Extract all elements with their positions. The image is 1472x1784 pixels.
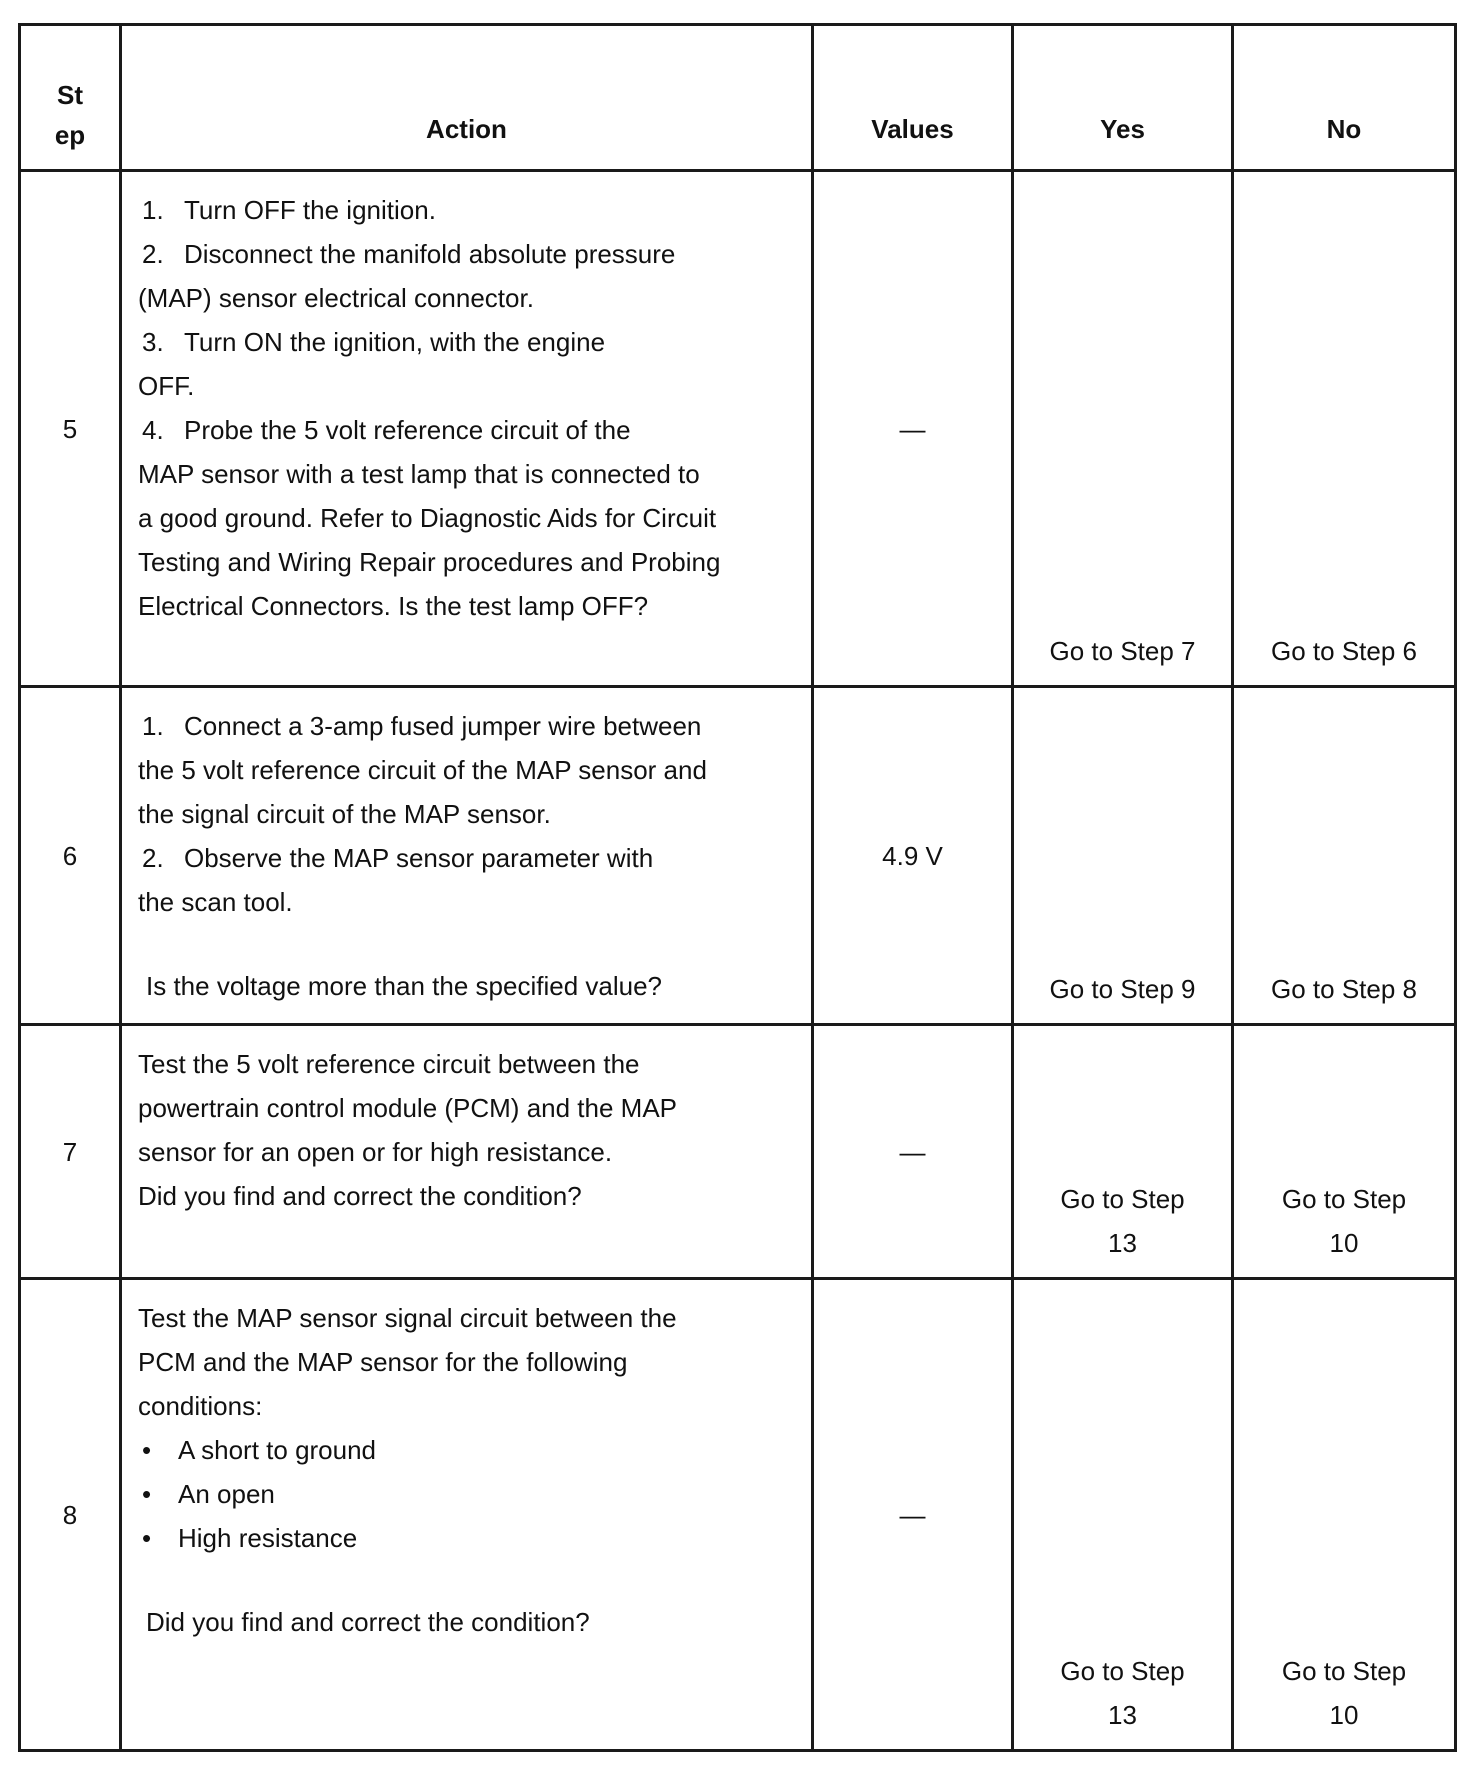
step-num: 1. [142, 195, 164, 225]
no-cell: Go to Step 6 [1233, 171, 1456, 687]
action-line: conditions: [138, 1391, 263, 1421]
header-values: Values [813, 25, 1013, 171]
table-row [20, 687, 1456, 1025]
no-line: 10 [1329, 1700, 1359, 1730]
header-no: No [1233, 25, 1456, 171]
value-cell: — [813, 171, 1013, 687]
step-number: 8 [20, 1279, 121, 1751]
no-cell: Go to Step 8 [1233, 687, 1456, 1025]
action-cell [121, 1279, 813, 1751]
bullet: • [142, 1435, 152, 1465]
header-action: Action [121, 25, 813, 171]
action-line: Electrical Connectors. Is the test lamp OFF? [138, 591, 649, 621]
action-line: MAP sensor with a test lamp that is connected to [138, 459, 700, 489]
action-question: Did you find and correct the condition? [146, 1607, 590, 1637]
action-line: the scan tool. [138, 887, 293, 917]
action-line: the signal circuit of the MAP sensor. [138, 799, 551, 829]
step-num: 3. [142, 327, 164, 357]
action-line: Turn OFF the ignition. [184, 195, 436, 225]
no-line: 10 [1329, 1228, 1359, 1258]
bullet: • [142, 1479, 152, 1509]
value-cell: — [813, 1025, 1013, 1279]
step-num: 1. [142, 711, 164, 741]
value-cell: — [813, 1279, 1013, 1751]
action-line: Turn ON the ignition, with the engine [184, 327, 606, 357]
action-line: OFF. [138, 371, 195, 401]
yes-line: Go to Step [1060, 1656, 1185, 1686]
bullet-item: A short to ground [178, 1435, 377, 1465]
action-line: Probe the 5 volt reference circuit of the [184, 415, 631, 445]
action-line: Connect a 3-amp fused jumper wire between [184, 711, 702, 741]
action-cell [121, 687, 813, 1025]
action-question: Is the voltage more than the specified value? [146, 971, 662, 1001]
step-number: 6 [20, 687, 121, 1025]
diagnostic-table [18, 23, 1457, 1752]
table-row [20, 1025, 1456, 1279]
bullet: • [142, 1523, 152, 1553]
step-num: 2. [142, 843, 164, 873]
no-cell [1233, 1025, 1456, 1279]
yes-cell: Go to Step 9 [1013, 687, 1233, 1025]
table-row [20, 171, 1456, 687]
step-num: 2. [142, 239, 164, 269]
action-line: PCM and the MAP sensor for the following [138, 1347, 628, 1377]
action-cell [121, 1025, 813, 1279]
action-cell [121, 171, 813, 687]
header-step: St ep [20, 25, 121, 171]
header-yes: Yes [1013, 25, 1233, 171]
bullet-item: High resistance [178, 1523, 358, 1553]
action-line: the 5 volt reference circuit of the MAP sensor and [138, 755, 707, 785]
action-line: powertrain control module (PCM) and the MAP [138, 1093, 678, 1123]
action-line: sensor for an open or for high resistance. [138, 1137, 613, 1167]
header-row [20, 25, 1456, 171]
step-number: 5 [20, 171, 121, 687]
action-line: Test the MAP sensor signal circuit between the [138, 1303, 677, 1333]
step-num: 4. [142, 415, 164, 445]
step-number: 7 [20, 1025, 121, 1279]
no-line: Go to Step [1281, 1184, 1407, 1214]
bullet-item: An open [178, 1479, 275, 1509]
no-line: Go to Step [1281, 1656, 1407, 1686]
action-question: Did you find and correct the condition? [138, 1181, 582, 1211]
action-line: Observe the MAP sensor parameter with [184, 843, 654, 873]
action-line: Testing and Wiring Repair procedures and Probing [138, 547, 721, 577]
yes-cell [1013, 1025, 1233, 1279]
action-line: (MAP) sensor electrical connector. [138, 283, 534, 313]
no-cell [1233, 1279, 1456, 1751]
action-line: Disconnect the manifold absolute pressure [184, 239, 676, 269]
yes-line: Go to Step [1060, 1184, 1185, 1214]
yes-line: 13 [1108, 1700, 1137, 1730]
yes-cell [1013, 1279, 1233, 1751]
yes-cell: Go to Step 7 [1013, 171, 1233, 687]
action-line: Test the 5 volt reference circuit between the [138, 1049, 640, 1079]
value-cell: 4.9 V [813, 687, 1013, 1025]
action-line: a good ground. Refer to Diagnostic Aids for Circuit [138, 503, 717, 533]
yes-line: 13 [1108, 1228, 1137, 1258]
table-row [20, 1279, 1456, 1751]
